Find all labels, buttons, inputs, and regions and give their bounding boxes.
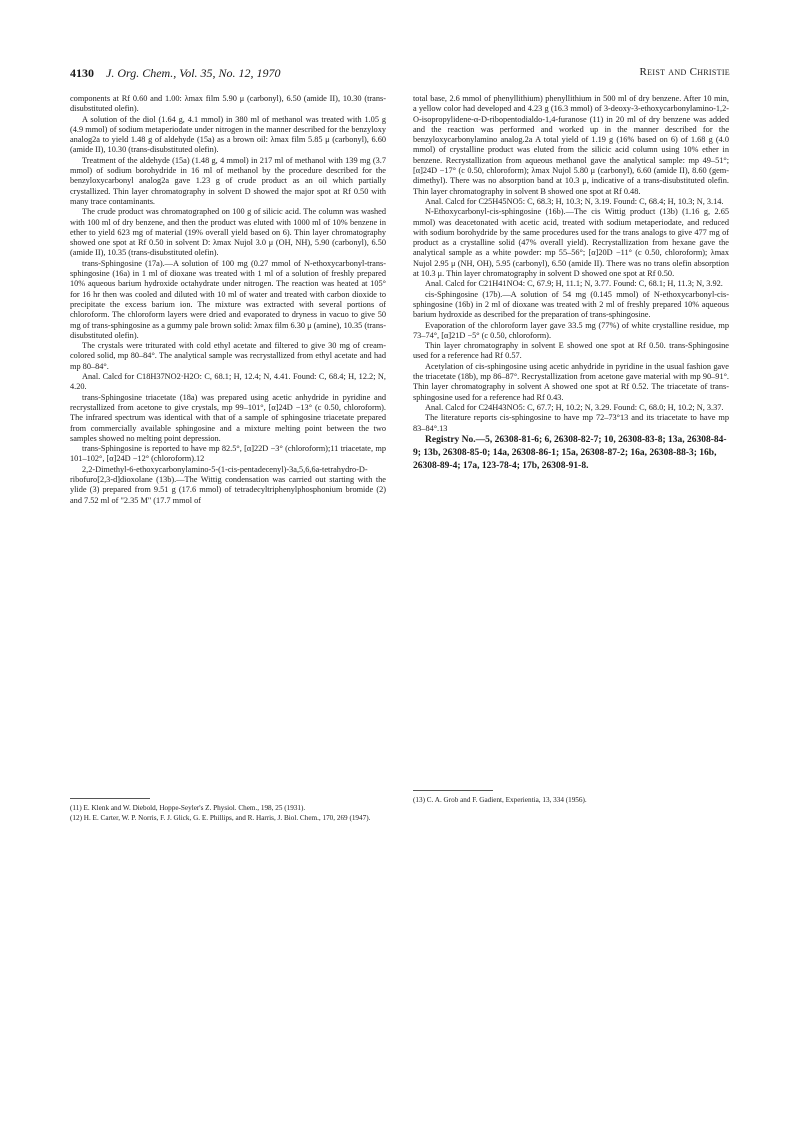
paragraph: trans-Sphingosine triacetate (18a) was prepared using acetic anhydride in pyridine and recrystallized from acetone to give crystals, mp 99–101°, [α]24D −13° (c 0.50, chloroform). The infrared spectrum was identical with that of a sample of sphingosine triacetate prepared from commercially available sphingosine and a mixture melting point between the two samples showed no melting point depression. (70, 392, 386, 443)
registry-label: Registry No. (425, 434, 476, 445)
paragraph: Thin layer chromatography in solvent E showed one spot at Rf 0.50. trans-Sphingosine used for a reference had Rf 0.57. (413, 341, 729, 361)
footnote-rule (70, 798, 150, 799)
paragraph: The crystals were triturated with cold ethyl acetate and filtered to give 30 mg of cream-colored solid, mp 80–84°. The analytical sample was recrystallized from ethyl acetate and had mp 80–84°. (70, 341, 386, 371)
page-header (70, 66, 730, 84)
paragraph: Anal. Calcd for C25H45NO5: C, 68.3; H, 10.3; N, 3.19. Found: C, 68.4; H, 10.3; N, 3.14. (425, 196, 724, 206)
footnote: (11) E. Klenk and W. Diebold, Hoppe-Seyler's Z. Physiol. Chem., 198, 25 (1931). (70, 804, 306, 812)
paragraph: Treatment of the aldehyde (15a) (1.48 g, 4 mmol) in 217 ml of methanol with 139 mg (3.7 mmol) of sodium borohydride in 16 ml of methanol by the procedure described for the benzyloxycarbonyl analog2a gave 1.23 g of crude product as an oil which partially crystallized. Thin layer chromatography in solvent D showed the major spot at Rf 0.50 with many trace contaminants. (70, 155, 386, 206)
paragraph: cis-Sphingosine (17b).—A solution of 54 mg (0.145 mmol) of N-ethoxycarbonyl-cis-sphingosine (16b) in 2 ml of dioxane was treated with 2 ml of freshly prepared 10% aqueous barium hydroxide as described for the preparation of trans-sphingosine. (413, 289, 729, 320)
footnote: (12) H. E. Carter, W. P. Norris, F. J. Glick, G. E. Phillips, and R. Harris, J. Biol. Chem., 170, 269 (1947). (70, 814, 371, 822)
registry-numbers (413, 434, 729, 473)
paragraph: trans-Sphingosine is reported to have mp 82.5°, [α]22D −3° (chloroform);11 triacetate, mp 101–102°, [α]24D −12° (chloroform).12 (70, 444, 386, 464)
paragraph: Anal. Calcd for C18H37NO2·H2O: C, 68.1; H, 12.4; N, 4.41. Found: C, 68.4; H, 12.2; N, 4.20. (70, 372, 386, 392)
paragraph: total base, 2.6 mmol of phenyllithium) phenyllithium in 500 ml of dry benzene. After 10 min, a yellow color had developed and 4.23 g (16.3 mmol) of 3-deoxy-3-ethoxycarbonylamino-1,2-O-isopropylidene-α-D-ribopentodialdo-1,4-furanose (11) in 20 ml of dry benzene was added and the reaction was performed and worked up in the manner described for the benzyloxycarbonylamino analog.2a A total yield of 1.19 g (16% based on 6) of 1.68 g (4.0 mmol) of crystalline product was eluted from the silicic acid column using 10% ether in benzene. Recrystallization from aqueous methanol gave the analytical sample: mp 49–51°; [α]24D −17° (c 0.50, chloroform); λmax Nujol 5.80 μ (carbonyl), 6.60 (amide II), 8.60 (gem-dimethyl). There was no absorption band at 10.3 μ, indicative of a trans-disubstituted olefin. Thin layer chromatography in solvent B showed one spot at Rf 0.48. (413, 94, 729, 196)
page-number: 4130 (70, 66, 94, 80)
right-column (413, 94, 729, 473)
paragraph: trans-Sphingosine (17a).—A solution of 100 mg (0.27 mmol of N-ethoxycarbonyl-trans-sphingosine (16a) in 1 ml of dioxane was treated with 1 ml of a solution of freshly prepared 10% aqueous barium hydroxide octahydrate under nitrogen. The reaction was heated at 105° for 16 hr then was cooled and diluted with 10 ml of water and treated with carbon dioxide to precipitate the excess barium ion. The mixture was extracted with several portions of chloroform. The chloroform layers were dried and evaporated to dryness in vacuo to give 50 mg of trans-sphingosine as a gummy pale brown solid: λmax film 6.30 μ (amine), 10.35 (trans-disubstituted olefin). (70, 258, 386, 340)
footnote: (13) C. A. Grob and F. Gadient, Experientia, 13, 334 (1956). (413, 796, 587, 804)
paragraph: The crude product was chromatographed on 100 g of silicic acid. The column was washed with 100 ml of dry benzene, and then the product was eluted with 1000 ml of 10% benzene in ether to yield 623 mg of material (19% overall yield based on 6). Thin layer chromatography showed one spot at Rf 0.50 in solvent D: λmax Nujol 3.0 μ (OH, NH), 5.90 (carbonyl), 6.50 (amide II), 10.35 (trans-disubstituted olefin). (70, 207, 386, 258)
paragraph: 2,2-Dimethyl-6-ethoxycarbonylamino-5-(1-cis-pentadecenyl)-3a,5,6,6a-tetrahydro-D-ribofuro[2,3-d]dioxolane (13b).—The Wittig condensation was carried out starting with the ylide (3) prepared from 9.51 g (17.6 mmol) of tetradecyltriphenylphosphonium bromide (2) and 7.52 ml of "2.35 M" (17.7 mmol of (70, 464, 386, 505)
paragraph: Evaporation of the chloroform layer gave 33.5 mg (77%) of white crystalline residue, mp 73–74°, [α]21D −5° (c 0.50, chloroform). (413, 320, 729, 340)
paragraph: Anal. Calcd for C21H41NO4: C, 67.9; H, 11.1; N, 3.77. Found: C, 68.1; H, 11.3; N, 3.92. (425, 279, 723, 289)
journal-citation: J. Org. Chem., Vol. 35, No. 12, 1970 (106, 66, 281, 80)
running-authors: Reist and Christie (639, 66, 730, 78)
paragraph: Acetylation of cis-sphingosine using acetic anhydride in pyridine in the usual fashion gave the triacetate (18b), mp 86–87°. Recrystallization from acetone gave material with mp 90–91°. Thin layer chromatography in solvent A showed one spot at Rf 0.52. The triacetate of trans-sphingosine used for a reference had Rf 0.43. (413, 361, 729, 402)
paragraph: Anal. Calcd for C24H43NO5: C, 67.7; H, 10.2; N, 3.29. Found: C, 68.0; H, 10.2; N, 3.37. (425, 402, 724, 412)
footnote-rule (413, 790, 493, 791)
left-footnotes (70, 804, 386, 824)
paragraph: The literature reports cis-sphingosine to have mp 72–73°13 and its triacetate to have mp 83–84°.13 (413, 413, 729, 433)
paragraph: components at Rf 0.60 and 1.00: λmax film 5.90 μ (carbonyl), 6.50 (amide II), 10.30 (trans-disubstituted olefin). (70, 94, 386, 114)
paragraph: N-Ethoxycarbonyl-cis-sphingosine (16b).—The cis Wittig product (13b) (1.16 g, 2.65 mmol) was deacetonated with acetic acid, treated with sodium metaperiodate, and reduced with sodium borohydride by the same procedures used for the trans analogs to give 477 mg of product as a crystalline solid (47% overall yield). Recrystallization from hexane gave the analytical sample as a white powder: mp 55–56°; [α]20D −11° (c 0.50, chloroform); λmax Nujol 2.95 μ (NH, OH), 5.95 (carbonyl), 6.50 (amide II). There was no trans olefin absorption at 10.3 μ. Thin layer chromatography in solvent D showed one spot at Rf 0.50. (413, 207, 729, 279)
paragraph: A solution of the diol (1.64 g, 4.1 mmol) in 380 ml of methanol was treated with 1.05 g (4.9 mmol) of sodium metaperiodate under nitrogen in the manner described for the benzyloxy analog2a to yield 1.48 g of aldehyde (15a) as a brown oil: λmax film 5.85 μ (carbonyl), 6.60 (amide II), 10.30 (trans-disubstituted olefin). (70, 114, 386, 155)
registry-text: —5, 26308-81-6; 6, 26308-82-7; 10, 26308-83-8; 13a, 26308-84-9; 13b, 26308-85-0; 14a, 26308-86-1; 15a, 26308-87-2; 16a, 26308-88-3; 16b, 26308-89-4; 17a, 123-78-4; 17b, 26308-91-8. (413, 434, 727, 471)
right-footnotes (413, 796, 729, 806)
left-column (70, 94, 386, 506)
